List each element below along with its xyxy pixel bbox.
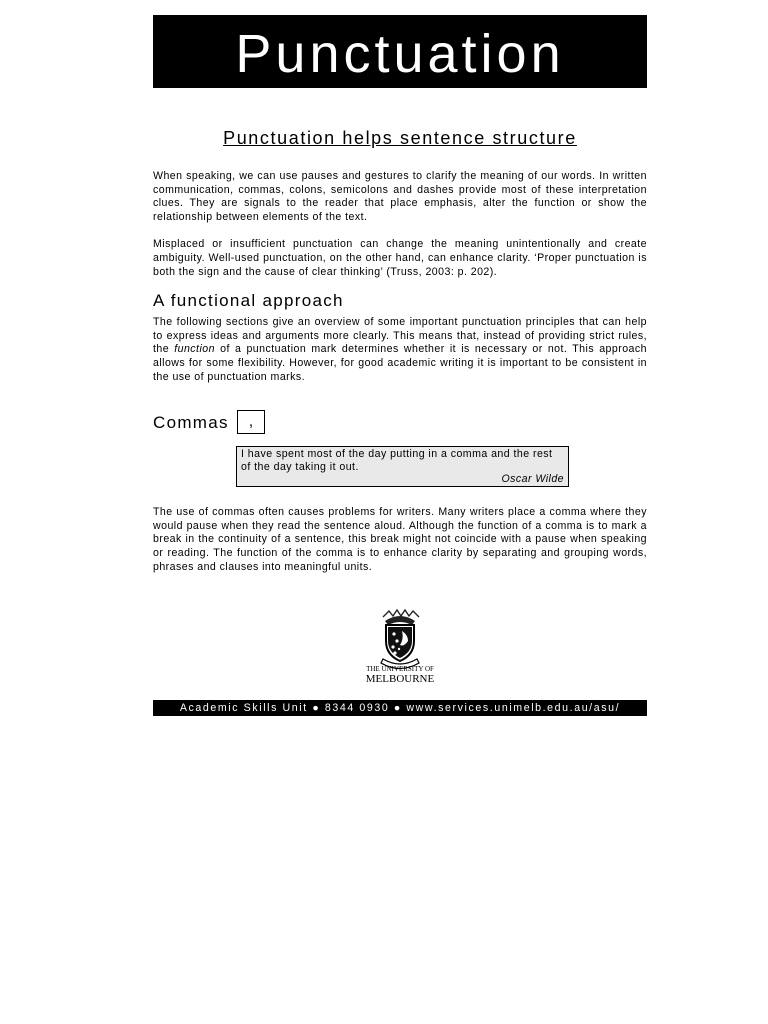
functional-approach-paragraph (153, 316, 647, 384)
intro-paragraph-2: Misplaced or insufficient punctuation can change the meaning unintentionally and create ambiguity. Well-used punctuation, on the other hand, can enhance clarity. ‘Proper punctuation is both the sign and the cause of clear thinking’ (Truss, 2003: p. 202). (153, 238, 647, 278)
university-crest-icon (355, 607, 445, 685)
commas-heading: Commas (153, 413, 229, 433)
page-title: Punctuation (235, 24, 565, 84)
university-logo-line2: MELBOURNE (365, 673, 435, 686)
university-logo-line1: THE UNIVERSITY OF (366, 665, 434, 674)
footer-text: Academic Skills Unit ● 8344 0930 ● www.services.unimelb.edu.au/asu/ (179, 702, 621, 715)
commas-paragraph: The use of commas often causes problems for writers. Many writers place a comma where they would pause when they read the sentence aloud. Although the function of a comma is to mark a break in the continuity of a sentence, this break might not coincide with a pause when speaking or reading. The function of the comma is to enhance clarity by separating and grouping words, phrases and clauses into meaningful units. (153, 506, 647, 573)
functional-text-after: of a punctuation mark determines whether it is necessary or not. This approach allows for some flexibility. However, for good academic writing it is important to be consistent in the use of punctuation marks. (153, 343, 647, 383)
intro-paragraph-1: When speaking, we can use pauses and gestures to clarify the meaning of our words. In written communication, commas, colons, semicolons and dashes provide most of these interpretation clues. They are signals to the reader that place emphasis, alter the function or show the relationship between elements of the text. (153, 170, 647, 223)
section-subtitle: Punctuation helps sentence structure (223, 128, 577, 148)
quote-text: I have spent most of the day putting in a comma and the rest of the day taking it out. (241, 448, 553, 473)
footer-bar (153, 700, 647, 716)
functional-text-emphasis: function (174, 343, 215, 356)
quote-box (236, 446, 569, 487)
university-logo (153, 607, 647, 685)
commas-heading-row (153, 410, 647, 436)
functional-approach-heading: A functional approach (153, 291, 344, 311)
functional-text-before: The following sections give an overview of some important punctuation principles that can help to express ideas and arguments more clearly. This means that, instead of providing strict rules, the (153, 316, 647, 356)
comma-symbol-box: , (237, 410, 265, 434)
document-page (153, 15, 647, 716)
page-title-bar (153, 15, 647, 88)
quote-author: Oscar Wilde (501, 473, 564, 486)
